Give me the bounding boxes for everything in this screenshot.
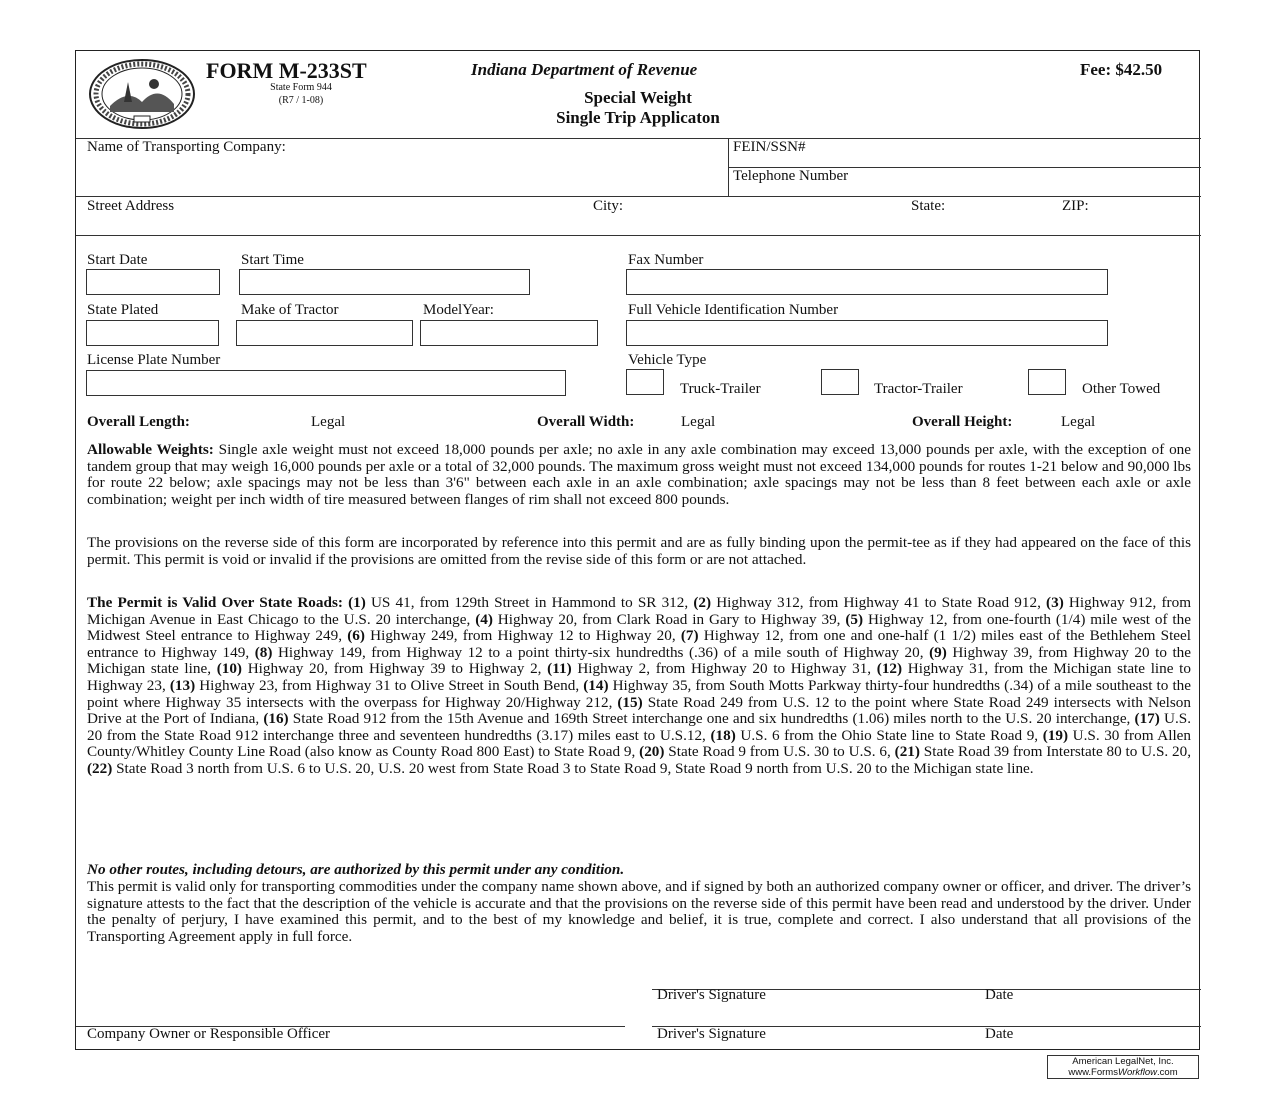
route-number: (22)	[87, 759, 113, 777]
route-number: (17)	[1134, 710, 1160, 728]
route-text: US 41, from 129th Street in Hammond to SR 312,	[365, 594, 694, 611]
route-number: (7)	[680, 627, 699, 645]
route-number: (19)	[1042, 726, 1069, 744]
route-text: State Road 9 from U.S. 30 to U.S. 6,	[664, 743, 895, 761]
route-number: (20)	[639, 743, 665, 761]
route-number: (9)	[929, 643, 947, 661]
route-text: Highway 35, from South Motts Parkway thirty-four hundredths (.34) of a mile southeast to the point where Highway 35 intersects with the overpass for Highway 20/Highway 212,	[87, 676, 1191, 711]
overall-height-label: Overall Height:	[912, 414, 1013, 430]
route-text: Highway 912, from Michigan Avenue in East Chicago to the U.S. 20 interchange,	[87, 594, 1192, 628]
routes-heading: The Permit is Valid Over State Roads:	[87, 594, 343, 611]
route-text: Highway 2, from Highway 20 to Highway 31,	[571, 660, 877, 678]
telephone-label: Telephone Number	[733, 168, 849, 184]
other-towed-label: Other Towed	[1082, 381, 1161, 397]
route-number: (15)	[617, 693, 643, 711]
route-text: Highway 31, from the Michigan state line to Highway 23,	[87, 660, 1191, 694]
route-number: (1)	[342, 594, 366, 611]
route-text: Highway 23, from Highway 31 to Olive Street in South Bend,	[195, 676, 584, 694]
title-line-2: Single Trip Applicaton	[556, 108, 720, 127]
start-time-label: Start Time	[241, 252, 304, 268]
street-address-field[interactable]	[87, 214, 587, 234]
model-year-label: ModelYear:	[423, 302, 494, 318]
overall-width-label: Overall Width:	[537, 414, 635, 430]
legalnet-footer	[1047, 1055, 1199, 1079]
state-plated-input[interactable]	[86, 320, 219, 346]
fein-field[interactable]	[836, 139, 1196, 167]
date-label-1: Date	[985, 987, 1014, 1003]
route-number: (18)	[710, 726, 736, 744]
route-text: Highway 12, from one-fourth (1/4) mile west of the Midwest Steel entrance to Highway 249,	[87, 610, 1191, 645]
divider	[76, 235, 1201, 236]
state-seal-icon	[88, 58, 196, 130]
route-text: State Road 912 from the 15th Avenue and 169th Street interchange one and six hundredths (1.06) miles north to the U.S. 20 interchange,	[288, 710, 1135, 728]
footer-url	[1048, 1068, 1198, 1079]
route-text: Highway 20, from Highway 39 to Highway 2,	[242, 660, 548, 678]
footer-company: American LegalNet, Inc.	[1072, 1056, 1174, 1067]
route-text: U.S. 30 from Allen County/Whitley County Line Road (also know as County Road 800 East) to State Road 9,	[87, 726, 1192, 761]
route-text: State Road 249 from U.S. 12 to the point where State Road 249 intersects with Nelson Drive at the Port of Indiana,	[87, 693, 1191, 728]
route-text: Highway 312, from Highway 41 to State Road 912,	[711, 594, 1047, 611]
company-owner-label: Company Owner or Responsible Officer	[87, 1026, 331, 1042]
fax-number-input[interactable]	[626, 269, 1108, 295]
title-line-1: Special Weight	[584, 88, 692, 107]
license-plate-input[interactable]	[86, 370, 566, 396]
date-field-1[interactable]	[985, 1003, 1195, 1025]
route-number: (21)	[894, 743, 920, 761]
driver-signature-label-2: Driver's Signature	[657, 1026, 766, 1042]
driver-signature-field-1[interactable]	[657, 1003, 977, 1025]
state-label: State:	[911, 198, 946, 214]
footer-url-suffix: .com	[1157, 1066, 1178, 1078]
telephone-field[interactable]	[896, 168, 1196, 196]
route-text: Highway 20, from Clark Road in Gary to Highway 39,	[492, 610, 846, 628]
state-plated-label: State Plated	[87, 302, 159, 318]
footer-url-prefix: www.Forms	[1068, 1066, 1118, 1078]
city-field[interactable]	[636, 198, 901, 234]
start-date-input[interactable]	[86, 269, 220, 295]
company-name-field[interactable]	[87, 155, 727, 197]
route-text: State Road 39 from Interstate 80 to U.S. 20,	[919, 743, 1192, 761]
route-text: State Road 3 north from U.S. 6 to U.S. 20, U.S. 20 west from State Road 3 to State Road 9, State Road 9 north from U.S. 20 to the Michigan state line.	[112, 759, 1034, 777]
route-text: U.S. 20 from the State Road 912 interchange three and seventeen hundredths (3.17) miles east to U.S.12,	[87, 710, 1191, 744]
route-text: Highway 249, from Highway 12 to Highway 20,	[364, 627, 681, 645]
license-plate-label: License Plate Number	[87, 352, 221, 368]
make-of-tractor-input[interactable]	[236, 320, 413, 346]
owner-signature-field[interactable]	[87, 991, 622, 1025]
company-name-label: Name of Transporting Company:	[87, 139, 286, 155]
route-number: (16)	[263, 710, 289, 728]
certification-paragraph: This permit is valid only for transporting commodities under the company name shown above, and if signed by both an authorized company owner or officer, and driver. The driver’s signature attests to the fact that the description of the vehicle is accurate and that the provisions on the reverse side of this permit have been read and understood by the driver. Under the penalty of perjury, I have examined this permit, and to the best of my knowledge and belief, it is true, complete and correct. I also understand that all provisions of the Transporting Agreement apply in full force.	[87, 878, 1192, 945]
route-text: U.S. 6 from the Ohio State line to State Road 9,	[735, 726, 1043, 744]
route-number: (3)	[1046, 594, 1064, 611]
form-frame	[75, 50, 1200, 1050]
route-number: (10)	[216, 660, 242, 678]
provisions-paragraph: The provisions on the reverse side of this form are incorporated by reference into this permit and are as fully binding upon the permit-tee as if they had appeared on the face of this permit. This permit is void or invalid if the provisions are omitted from the revise side of this form or are not attached.	[87, 534, 1191, 568]
department-name: Indiana Department of Revenue	[471, 60, 698, 79]
revision-number: (R7 / 1-08)	[278, 95, 324, 106]
route-number: (11)	[547, 660, 572, 678]
zip-label: ZIP:	[1062, 198, 1089, 214]
allowable-weights-paragraph	[87, 442, 1191, 508]
driver-signature-label-1: Driver's Signature	[657, 987, 766, 1003]
fee: Fee: $42.50	[1080, 60, 1163, 79]
route-number: (2)	[693, 594, 712, 611]
routes-paragraph	[87, 595, 1191, 778]
overall-height-value: Legal	[1061, 414, 1096, 430]
overall-length-label: Overall Length:	[87, 414, 190, 430]
footer-url-italic: Workflow	[1117, 1066, 1158, 1078]
state-field[interactable]	[961, 198, 1056, 234]
route-number: (13)	[169, 676, 196, 694]
route-text: Highway 39, from Highway 20 to the Michigan state line,	[87, 643, 1192, 678]
route-text: Highway 149, from Highway 12 to a point thirty-six hundredths (.36) of a mile south of Highway 20,	[272, 643, 930, 661]
overall-length-value: Legal	[311, 414, 346, 430]
allowable-weights-text: Single axle weight must not exceed 18,000 pounds per axle; no axle in any axle combination may exceed 13,000 pounds per axle, with the exception of one tandem group that may weigh 16,000 pounds per axle or a total of 32,000 pounds. The maximum gross weight must not exceed 134,000 pounds for routes 1-21 below and 90,000 lbs for route 22 below; axle spacings may not be less than 3'6" between each axle in an axle combination; axle spacings may not be less than 8 feet between each axle or axle combination; weight per inch width of tire measured between flanges of rim shall not exceed 800 pounds.	[87, 441, 1192, 508]
city-label: City:	[593, 198, 624, 214]
make-of-tractor-label: Make of Tractor	[241, 302, 339, 318]
route-number: (14)	[583, 676, 609, 694]
start-date-label: Start Date	[87, 252, 148, 268]
other-towed-checkbox[interactable]	[1028, 369, 1066, 395]
vin-label: Full Vehicle Identification Number	[628, 302, 839, 318]
fein-label: FEIN/SSN#	[733, 139, 806, 155]
tractor-trailer-label: Tractor-Trailer	[874, 381, 963, 397]
no-other-routes-notice: No other routes, including detours, are authorized by this permit under any condition.	[87, 861, 625, 878]
fax-number-label: Fax Number	[628, 252, 704, 268]
divider	[76, 196, 1201, 197]
state-form-number: State Form 944	[270, 82, 332, 93]
route-number: (12)	[876, 660, 903, 678]
route-number: (8)	[254, 643, 273, 661]
route-number: (6)	[347, 627, 365, 645]
zip-field[interactable]	[1101, 198, 1196, 234]
start-time-input[interactable]	[239, 269, 530, 295]
tractor-trailer-checkbox[interactable]	[821, 369, 859, 395]
route-number: (5)	[845, 610, 864, 628]
vehicle-type-label: Vehicle Type	[628, 352, 707, 368]
vin-input[interactable]	[626, 320, 1108, 346]
route-number: (4)	[475, 610, 493, 628]
model-year-input[interactable]	[420, 320, 598, 346]
overall-width-value: Legal	[681, 414, 716, 430]
date-label-2: Date	[985, 1026, 1014, 1042]
truck-trailer-label: Truck-Trailer	[680, 381, 761, 397]
route-text: Highway 12, from one and one-half (1 1/2) miles east of the Bethlehem Steel entrance to Highway 149,	[87, 627, 1191, 661]
form-number: FORM M-233ST	[206, 58, 367, 83]
truck-trailer-checkbox[interactable]	[626, 369, 664, 395]
allowable-weights-heading: Allowable Weights:	[87, 441, 214, 458]
street-address-label: Street Address	[87, 198, 175, 214]
